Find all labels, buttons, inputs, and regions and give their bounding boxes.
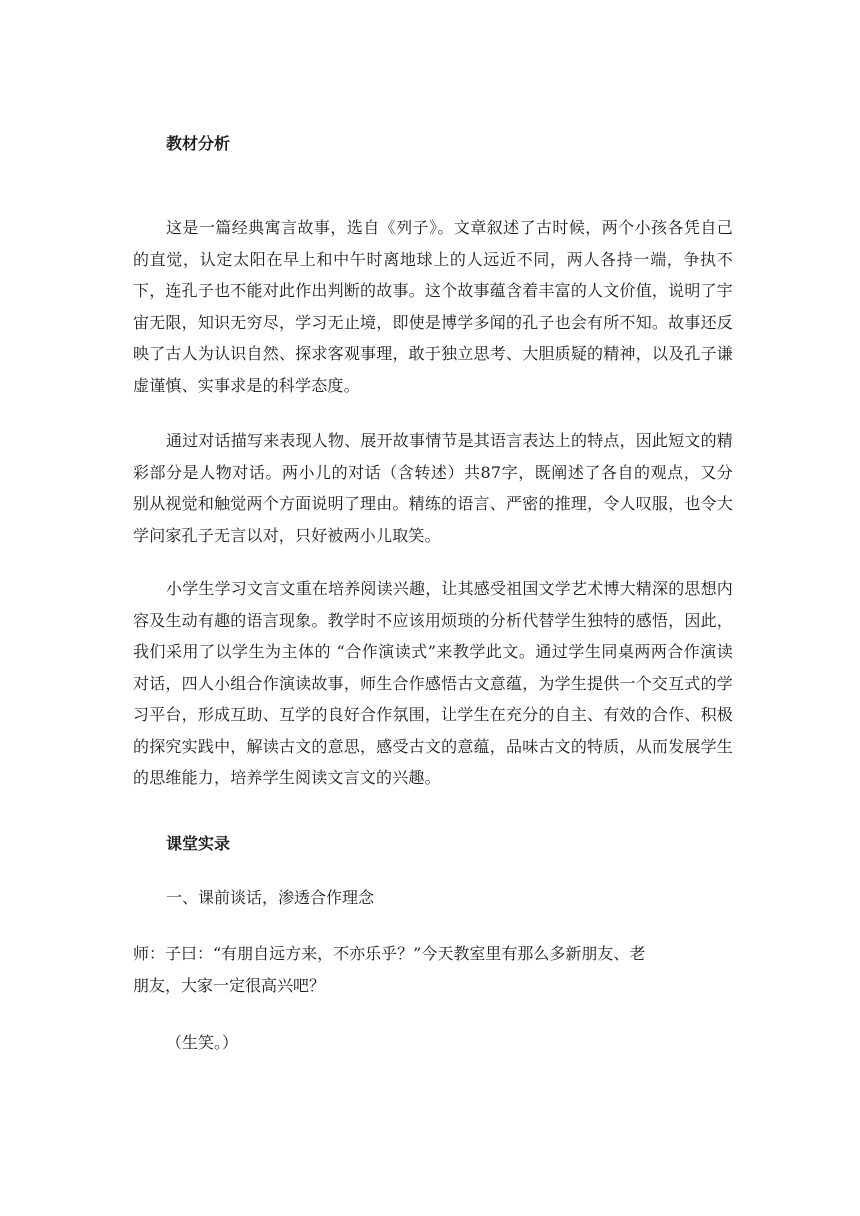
section-heading-class-record: 课堂实录	[166, 834, 231, 853]
paragraph-teaching-approach: 小学生学习文言文重在培养阅读兴趣，让其感受祖国文学艺术博大精深的思想内容及生动有趣的语言现象。教学时不应该用烦琐的分析代替学生独特的感悟，因此，我们采用了以学生为主体的 “合作演读式”来教学此文。通过学生同桌两两合作演读对话，四人小组合作演读故事，师生合作感悟古文意蕴，为学生提供一个交互式的学习平台，形成互助、互学的良好合作氛围，让学生在充分的自主、有效的合作、积极的探究实践中，解读古文的意思，感受古文的意蕴，品味古文的特质，从而发展学生的思维能力，培养学生阅读文言文的兴趣。	[133, 579, 734, 787]
teacher-line-2: 朋友，大家一定很高兴吧？	[133, 976, 326, 995]
paragraph-dialogue-features: 通过对话描写来表现人物、展开故事情节是其语言表达上的特点，因此短文的精彩部分是人物对话。两小儿的对话（含转述）共87字，既阐述了各自的观点，又分别从视觉和触觉两个方面说明了理由。精练的语言、严密的推理，令人叹服，也令大学问家孔子无言以对，只好被两小儿取笑。	[133, 431, 734, 545]
section-heading-textbook-analysis: 教材分析	[166, 134, 231, 153]
teacher-line-1: 师：子曰：“有朋自远方来，不亦乐乎？”今天教室里有那么多新朋友、老	[133, 944, 646, 963]
paragraph-story-summary: 这是一篇经典寓言故事，选自《列子》。文章叙述了古时候，两个小孩各凭自己的直觉，认定太阳在早上和中午时离地球上的人远近不同，两人各持一端，争执不下，连孔子也不能对此作出判断的故事。这个故事蕴含着丰富的人文价值，说明了宇宙无限，知识无穷尽，学习无止境，即使是博学多闻的孔子也会有所不知。故事还反映了古人为认识自然、探求客观事理，敢于独立思考、大胆质疑的精神，以及孔子谦虚谨慎、实事求是的科学态度。	[133, 218, 733, 395]
student-reaction: （生笑。）	[166, 1033, 239, 1052]
subheading-pre-class-talk: 一、课前谈话，渗透合作理念	[166, 888, 375, 907]
